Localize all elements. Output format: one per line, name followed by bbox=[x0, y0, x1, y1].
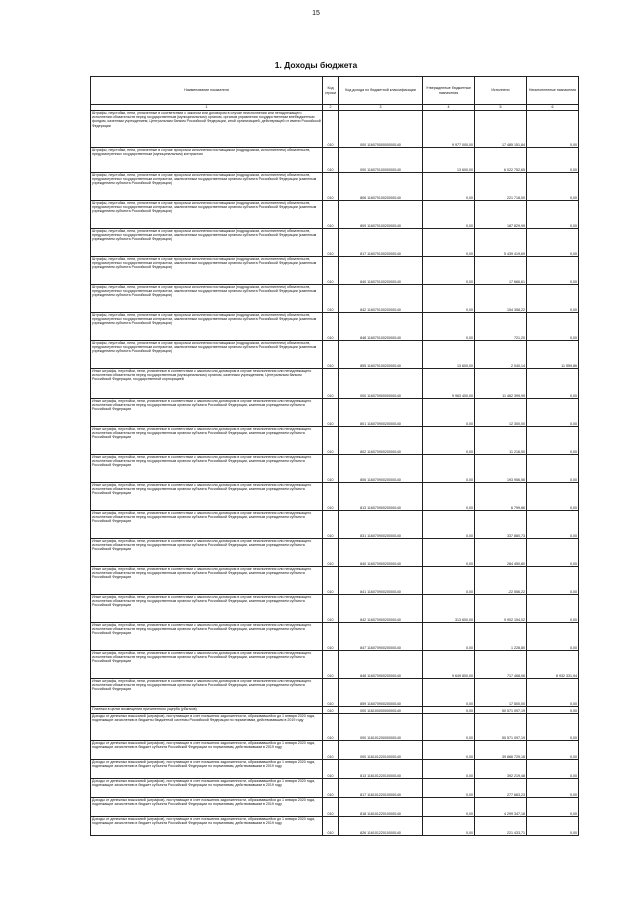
row-unexecuted: 0,00 bbox=[527, 369, 579, 399]
table-row bbox=[91, 148, 579, 173]
row-code: 010 bbox=[323, 539, 339, 567]
row-unexecuted: 0,00 bbox=[527, 779, 579, 798]
row-code: 010 bbox=[323, 173, 339, 201]
row-kbk: 000 11610000000000140 bbox=[339, 707, 423, 714]
row-unexecuted: 0,00 bbox=[527, 427, 579, 455]
row-code: 010 bbox=[323, 595, 339, 623]
row-kbk: 806 11607010020000140 bbox=[339, 173, 423, 201]
row-approved: 0,00 bbox=[423, 455, 475, 483]
row-kbk: 848 11607010020000140 bbox=[339, 313, 423, 341]
row-executed: 2 040,14 bbox=[475, 341, 527, 369]
table-row bbox=[91, 779, 579, 798]
table-row bbox=[91, 623, 579, 651]
row-code: 010 bbox=[323, 427, 339, 455]
row-executed: 6 799,86 bbox=[475, 483, 527, 511]
row-code: 010 bbox=[323, 257, 339, 285]
row-unexecuted: 11 559,86 bbox=[527, 341, 579, 369]
row-name: Доходы от денежных взысканий (штрафов), поступающие в счет погашения задолженности, образовавшейся до 1 января 2020 года, подлежащие зачислению в бюджет субъекта Российской Федерации по нормативам, действовавшим в 2019 году bbox=[91, 741, 323, 760]
row-kbk: 806 11607090020000140 bbox=[339, 455, 423, 483]
row-approved: 9 963 400,00 bbox=[423, 369, 475, 399]
table-row bbox=[91, 817, 579, 836]
row-name: Платежи в целях возмещения причиненного ущерба (убытков) bbox=[91, 707, 323, 714]
table-header-row bbox=[91, 77, 579, 105]
row-unexecuted: 0,00 bbox=[527, 285, 579, 313]
row-approved: 0,00 bbox=[423, 399, 475, 427]
row-executed: 9 902 154,02 bbox=[475, 595, 527, 623]
row-executed: 277 663,23 bbox=[475, 779, 527, 798]
row-approved: 0,00 bbox=[423, 229, 475, 257]
page-title: 1. Доходы бюджета bbox=[274, 60, 358, 70]
row-executed: 39 866 729,18 bbox=[475, 741, 527, 760]
row-executed: -22 556,22 bbox=[475, 567, 527, 595]
row-unexecuted: 0,00 bbox=[527, 567, 579, 595]
row-name: Доходы от денежных взысканий (штрафов), поступающие в счет погашения задолженности, образовавшейся до 1 января 2020 года, подлежащие зачислению в бюджет субъекта Российской Федерации по нормативам, действовавшим в 2019 году bbox=[91, 798, 323, 817]
row-kbk: 817 11610122010000140 bbox=[339, 779, 423, 798]
row-code: 010 bbox=[323, 285, 339, 313]
row-code: 010 bbox=[323, 567, 339, 595]
row-executed: 337 880,73 bbox=[475, 511, 527, 539]
row-executed: 5 439 419,69 bbox=[475, 229, 527, 257]
row-name: Доходы от денежных взысканий (штрафов), поступающие в счет погашения задолженности, образовавшейся до 1 января 2020 года, подлежащие зачислению в бюджет субъекта Российской Федерации по нормативам, действовавшим в 2019 году bbox=[91, 760, 323, 779]
table-row bbox=[91, 455, 579, 483]
row-code: 010 bbox=[323, 511, 339, 539]
row-approved: 0,00 bbox=[423, 313, 475, 341]
row-kbk: 000 11610120000000140 bbox=[339, 714, 423, 741]
row-code: 010 bbox=[323, 148, 339, 173]
row-executed: 193 956,56 bbox=[475, 455, 527, 483]
row-executed: 11 216,50 bbox=[475, 427, 527, 455]
row-code: 010 bbox=[323, 817, 339, 836]
row-kbk: 848 11607090020000140 bbox=[339, 651, 423, 679]
row-approved: 0,00 bbox=[423, 257, 475, 285]
row-code: 010 bbox=[323, 455, 339, 483]
row-code: 010 bbox=[323, 483, 339, 511]
row-unexecuted: 0,00 bbox=[527, 148, 579, 173]
row-approved: 0,00 bbox=[423, 567, 475, 595]
row-unexecuted: 0,00 bbox=[527, 623, 579, 651]
row-executed: 392 219,48 bbox=[475, 760, 527, 779]
row-code: 010 bbox=[323, 679, 339, 707]
row-kbk: 842 11607090020000140 bbox=[339, 595, 423, 623]
row-approved: 9 977 000,00 bbox=[423, 111, 475, 148]
row-name: Иные штрафы, неустойки, пени, уплаченные в соответствии с законом или договором в случае неисполнения или ненадлежащего исполнения обязательств перед государственным органом субъекта Российской Федерации, казенным учреждением субъекта Российской Федерации bbox=[91, 623, 323, 651]
row-name: Иные штрафы, неустойки, пени, уплаченные в соответствии с законом или договором в случае неисполнения или ненадлежащего исполнения обязательств перед государственным органом субъекта Российской Федерации, казенным учреждением субъекта Российской Федерации bbox=[91, 539, 323, 567]
row-unexecuted: 0,00 bbox=[527, 798, 579, 817]
row-name: Доходы от денежных взысканий (штрафов), поступающие в счет погашения задолженности, образовавшейся до 1 января 2020 года, подлежащие зачислению в бюджет субъекта Российской Федерации по нормативам, действовавшим в 2019 году bbox=[91, 817, 323, 836]
table-row bbox=[91, 760, 579, 779]
income-table bbox=[90, 76, 579, 836]
row-unexecuted: 0,00 bbox=[527, 679, 579, 707]
row-code: 010 bbox=[323, 707, 339, 714]
row-approved: 0,00 bbox=[423, 539, 475, 567]
row-kbk: 801 11607090020000140 bbox=[339, 399, 423, 427]
row-kbk: 000 11607000000000140 bbox=[339, 111, 423, 148]
row-name: Штрафы, неустойки, пени, уплаченные в случае просрочки исполнения поставщиком (подрядчиком, исполнителем) обязательств, предусмотренных государственным контрактом, заключенным государственным органом субъекта Российской Федерации (казенным учреждением субъекта Российской Федерации) bbox=[91, 257, 323, 285]
table-row bbox=[91, 257, 579, 285]
row-unexecuted: 0,00 bbox=[527, 257, 579, 285]
row-kbk: 840 11607090020000140 bbox=[339, 539, 423, 567]
row-unexecuted: 0,00 bbox=[527, 595, 579, 623]
column-number: 1 bbox=[91, 105, 323, 111]
row-kbk: 859 11607090020000140 bbox=[339, 679, 423, 707]
row-kbk: 813 11607090020000140 bbox=[339, 483, 423, 511]
table-row bbox=[91, 595, 579, 623]
column-number: 4 bbox=[423, 105, 475, 111]
row-approved: 0,00 bbox=[423, 741, 475, 760]
row-code: 010 bbox=[323, 313, 339, 341]
table-row bbox=[91, 313, 579, 341]
row-unexecuted: 0,00 bbox=[527, 313, 579, 341]
row-name: Иные штрафы, неустойки, пени, уплаченные в соответствии с законом или договором в случае неисполнения или ненадлежащего исполнения обязательств перед государственным органом субъекта Российской Федерации, казенным учреждением субъекта Российской Федерации bbox=[91, 651, 323, 679]
row-approved: 0,00 bbox=[423, 679, 475, 707]
row-executed: 12 300,00 bbox=[475, 399, 527, 427]
table-row bbox=[91, 285, 579, 313]
row-code: 010 bbox=[323, 651, 339, 679]
row-executed: 284 450,80 bbox=[475, 539, 527, 567]
row-name: Иные штрафы, неустойки, пени, уплаченные в соответствии с законом или договором в случае неисполнения или ненадлежащего исполнения обязательств перед государственным органом субъекта Российской Федерации, казенным учреждением субъекта Российской Федерации bbox=[91, 679, 323, 707]
row-kbk: 809 11607010020000140 bbox=[339, 201, 423, 229]
row-approved: 0,00 bbox=[423, 623, 475, 651]
table-row bbox=[91, 111, 579, 148]
row-code: 010 bbox=[323, 714, 339, 741]
row-executed: 154 358,22 bbox=[475, 285, 527, 313]
row-executed: 721,20 bbox=[475, 313, 527, 341]
row-name: Иные штрафы, неустойки, пени, уплаченные в соответствии с законом или договором в случае неисполнения или ненадлежащего исполнения обязательств перед государственным органом субъекта Российской Федерации, казенным учреждением субъекта Российской Федерации bbox=[91, 427, 323, 455]
row-approved: 313 600,00 bbox=[423, 595, 475, 623]
row-unexecuted: 8 932 331,94 bbox=[527, 651, 579, 679]
row-code: 010 bbox=[323, 741, 339, 760]
row-executed: 221 433,71 bbox=[475, 817, 527, 836]
row-name: Иные штрафы, неустойки, пени, уплаченные в соответствии с законом или договором в случае неисполнения или ненадлежащего исполнения обязательств перед государственным органом субъекта Российской Федерации, казенным учреждением субъекта Российской Федерации bbox=[91, 511, 323, 539]
header-approved: Утвержденные бюджетные назначения bbox=[423, 77, 475, 105]
column-number: 2 bbox=[323, 105, 339, 111]
row-kbk: 847 11607090020000140 bbox=[339, 623, 423, 651]
row-executed: 6 022 752,65 bbox=[475, 148, 527, 173]
table-row bbox=[91, 173, 579, 201]
row-kbk: 818 11610122010000140 bbox=[339, 798, 423, 817]
table-row bbox=[91, 741, 579, 760]
row-unexecuted: 0,00 bbox=[527, 399, 579, 427]
table-row bbox=[91, 798, 579, 817]
row-kbk: 000 11607090000000140 bbox=[339, 369, 423, 399]
row-unexecuted: 0,00 bbox=[527, 229, 579, 257]
row-approved: 0,00 bbox=[423, 173, 475, 201]
table-row bbox=[91, 651, 579, 679]
row-executed: 187 829,99 bbox=[475, 201, 527, 229]
column-number: 3 bbox=[339, 105, 423, 111]
row-code: 010 bbox=[323, 399, 339, 427]
table-row bbox=[91, 567, 579, 595]
row-code: 010 bbox=[323, 111, 339, 148]
table-row bbox=[91, 399, 579, 427]
row-name: Штрафы, неустойки, пени, уплаченные в случае просрочки исполнения поставщиком (подрядчиком, исполнителем) обязательств, предусмотренных государственным (муниципальным) контрактом bbox=[91, 148, 323, 173]
row-kbk: 000 11610122010000140 bbox=[339, 741, 423, 760]
table-row bbox=[91, 707, 579, 714]
row-executed: 17 500,00 bbox=[475, 679, 527, 707]
row-name: Штрафы, неустойки, пени, уплаченные в случае просрочки исполнения поставщиком (подрядчиком, исполнителем) обязательств, предусмотренных государственным контрактом, заключенным государственным органом субъекта Российской Федерации (казенным учреждением субъекта Российской Федерации) bbox=[91, 313, 323, 341]
column-number: 5 bbox=[475, 105, 527, 111]
row-code: 010 bbox=[323, 369, 339, 399]
row-approved: 13 600,00 bbox=[423, 148, 475, 173]
table-row bbox=[91, 511, 579, 539]
row-code: 010 bbox=[323, 779, 339, 798]
row-code: 010 bbox=[323, 229, 339, 257]
row-kbk: 855 11607010020000140 bbox=[339, 341, 423, 369]
row-executed: 17 666,61 bbox=[475, 257, 527, 285]
row-executed: 4 299 347,18 bbox=[475, 798, 527, 817]
table-row bbox=[91, 341, 579, 369]
row-unexecuted: 0,00 bbox=[527, 173, 579, 201]
row-kbk: 840 11607010020000140 bbox=[339, 257, 423, 285]
row-approved: 0,00 bbox=[423, 707, 475, 714]
row-approved: 0,00 bbox=[423, 798, 475, 817]
row-name: Штрафы, неустойки, пени, уплаченные в случае просрочки исполнения поставщиком (подрядчиком, исполнителем) обязательств, предусмотренных государственным контрактом, заключенным государственным органом субъекта Российской Федерации (казенным учреждением субъекта Российской Федерации) bbox=[91, 341, 323, 369]
row-name: Иные штрафы, неустойки, пени, уплаченные в соответствии с законом или договором в случае неисполнения или ненадлежащего исполнения обязательств перед государственным органом субъекта Российской Федерации, казенным учреждением субъекта Российской Федерации bbox=[91, 483, 323, 511]
row-name: Доходы от денежных взысканий (штрафов), поступающие в счет погашения задолженности, образовавшейся до 1 января 2020 года, подлежащие зачислению в бюджеты бюджетной системы Российской Федерации по нормативам, действовавшим в 2019 году bbox=[91, 714, 323, 741]
row-approved: 0,00 bbox=[423, 511, 475, 539]
row-approved: 13 600,00 bbox=[423, 341, 475, 369]
table-row bbox=[91, 539, 579, 567]
row-name: Иные штрафы, неустойки, пени, уплаченные в соответствии с законом или договором в случае неисполнения или ненадлежащего исполнения обязательств перед государственным (муниципальным) органом, казенным учреждением, Центральным банком Российской Федерации, государственной корпорацией bbox=[91, 369, 323, 399]
column-number: 6 bbox=[527, 105, 579, 111]
header-unexecuted: Неисполненные назначения bbox=[527, 77, 579, 105]
row-name: Штрафы, неустойки, пени, уплаченные в соответствии с законом или договором в случае неисполнения или ненадлежащего исполнения обязательств перед государственным (муниципальным) органом, органом управления государственным внебюджетным фондом, казенным учреждением, Центральным банком Российской Федерации, иной организацией, действующей от имени Российской Федерации bbox=[91, 111, 323, 148]
row-approved: 0,00 bbox=[423, 760, 475, 779]
row-executed: 717 468,06 bbox=[475, 651, 527, 679]
row-kbk: 817 11607010020000140 bbox=[339, 229, 423, 257]
row-executed: 11 462 399,99 bbox=[475, 369, 527, 399]
row-name: Штрафы, неустойки, пени, уплаченные в случае просрочки исполнения поставщиком (подрядчиком, исполнителем) обязательств, предусмотренных государственным контрактом, заключенным государственным органом субъекта Российской Федерации (казенным учреждением субъекта Российской Федерации) bbox=[91, 229, 323, 257]
row-kbk: 826 11610122010000140 bbox=[339, 817, 423, 836]
row-code: 010 bbox=[323, 623, 339, 651]
row-name: Иные штрафы, неустойки, пени, уплаченные в соответствии с законом или договором в случае неисполнения или ненадлежащего исполнения обязательств перед государственным органом субъекта Российской Федерации, казенным учреждением субъекта Российской Федерации bbox=[91, 567, 323, 595]
row-kbk: 842 11607010020000140 bbox=[339, 285, 423, 313]
row-unexecuted: 0,00 bbox=[527, 455, 579, 483]
row-unexecuted: 0,00 bbox=[527, 483, 579, 511]
row-unexecuted: 0,00 bbox=[527, 714, 579, 741]
row-name: Штрафы, неустойки, пени, уплаченные в случае просрочки исполнения поставщиком (подрядчиком, исполнителем) обязательств, предусмотренных государственным контрактом, заключенным государственным органом субъекта Российской Федерации (казенным учреждением субъекта Российской Федерации) bbox=[91, 285, 323, 313]
row-unexecuted: 0,00 bbox=[527, 201, 579, 229]
row-executed: 221 718,00 bbox=[475, 173, 527, 201]
row-name: Иные штрафы, неустойки, пени, уплаченные в соответствии с законом или договором в случае неисполнения или ненадлежащего исполнения обязательств перед государственным органом субъекта Российской Федерации, казенным учреждением субъекта Российской Федерации bbox=[91, 399, 323, 427]
row-approved: 0,00 bbox=[423, 285, 475, 313]
row-approved: 0,00 bbox=[423, 817, 475, 836]
row-kbk: 841 11607090020000140 bbox=[339, 567, 423, 595]
row-code: 010 bbox=[323, 341, 339, 369]
row-name: Штрафы, неустойки, пени, уплаченные в случае просрочки исполнения поставщиком (подрядчиком, исполнителем) обязательств, предусмотренных государственным контрактом, заключенным государственным органом субъекта Российской Федерации (казенным учреждением субъекта Российской Федерации) bbox=[91, 173, 323, 201]
row-approved: 0,00 bbox=[423, 427, 475, 455]
row-unexecuted: 0,00 bbox=[527, 539, 579, 567]
row-unexecuted: 0,00 bbox=[527, 707, 579, 714]
row-approved: 0,00 bbox=[423, 779, 475, 798]
header-name: Наименование показателя bbox=[91, 77, 323, 105]
row-executed: 50 571 097,19 bbox=[475, 707, 527, 714]
table-row bbox=[91, 483, 579, 511]
row-unexecuted: 0,00 bbox=[527, 817, 579, 836]
row-name: Иные штрафы, неустойки, пени, уплаченные в соответствии с законом или договором в случае неисполнения или ненадлежащего исполнения обязательств перед государственным органом субъекта Российской Федерации, казенным учреждением субъекта Российской Федерации bbox=[91, 455, 323, 483]
row-approved: 0,00 bbox=[423, 483, 475, 511]
row-approved: 9 649 800,00 bbox=[423, 651, 475, 679]
row-code: 010 bbox=[323, 798, 339, 817]
table-row bbox=[91, 714, 579, 741]
row-approved: 0,00 bbox=[423, 714, 475, 741]
page-number: 15 bbox=[312, 10, 320, 17]
row-approved: 0,00 bbox=[423, 201, 475, 229]
row-kbk: 831 11607090020000140 bbox=[339, 511, 423, 539]
row-unexecuted: 0,00 bbox=[527, 511, 579, 539]
table-row bbox=[91, 201, 579, 229]
table-row bbox=[91, 427, 579, 455]
row-unexecuted: 0,00 bbox=[527, 741, 579, 760]
row-executed: 50 571 097,19 bbox=[475, 714, 527, 741]
row-executed: 17 485 151,84 bbox=[475, 111, 527, 148]
table-row bbox=[91, 679, 579, 707]
row-name: Иные штрафы, неустойки, пени, уплаченные в соответствии с законом или договором в случае неисполнения или ненадлежащего исполнения обязательств перед государственным органом субъекта Российской Федерации, казенным учреждением субъекта Российской Федерации bbox=[91, 595, 323, 623]
row-kbk: 813 11610122010000140 bbox=[339, 760, 423, 779]
table-row bbox=[91, 369, 579, 399]
row-unexecuted: 0,00 bbox=[527, 760, 579, 779]
header-kbk: Код дохода по бюджетной классификации bbox=[339, 77, 423, 105]
header-code: Код строки bbox=[323, 77, 339, 105]
header-executed: Исполнено bbox=[475, 77, 527, 105]
row-code: 010 bbox=[323, 201, 339, 229]
row-kbk: 000 11607010000000140 bbox=[339, 148, 423, 173]
row-name: Штрафы, неустойки, пени, уплаченные в случае просрочки исполнения поставщиком (подрядчиком, исполнителем) обязательств, предусмотренных государственным контрактом, заключенным государственным органом субъекта Российской Федерации (казенным учреждением субъекта Российской Федерации) bbox=[91, 201, 323, 229]
row-name: Доходы от денежных взысканий (штрафов), поступающие в счет погашения задолженности, образовавшейся до 1 января 2020 года, подлежащие зачислению в бюджет субъекта Российской Федерации по нормативам, действовавшим в 2019 году bbox=[91, 779, 323, 798]
table-row bbox=[91, 229, 579, 257]
row-code: 010 bbox=[323, 760, 339, 779]
row-kbk: 802 11607090020000140 bbox=[339, 427, 423, 455]
row-unexecuted: 0,00 bbox=[527, 111, 579, 148]
row-executed: 1 228,80 bbox=[475, 623, 527, 651]
